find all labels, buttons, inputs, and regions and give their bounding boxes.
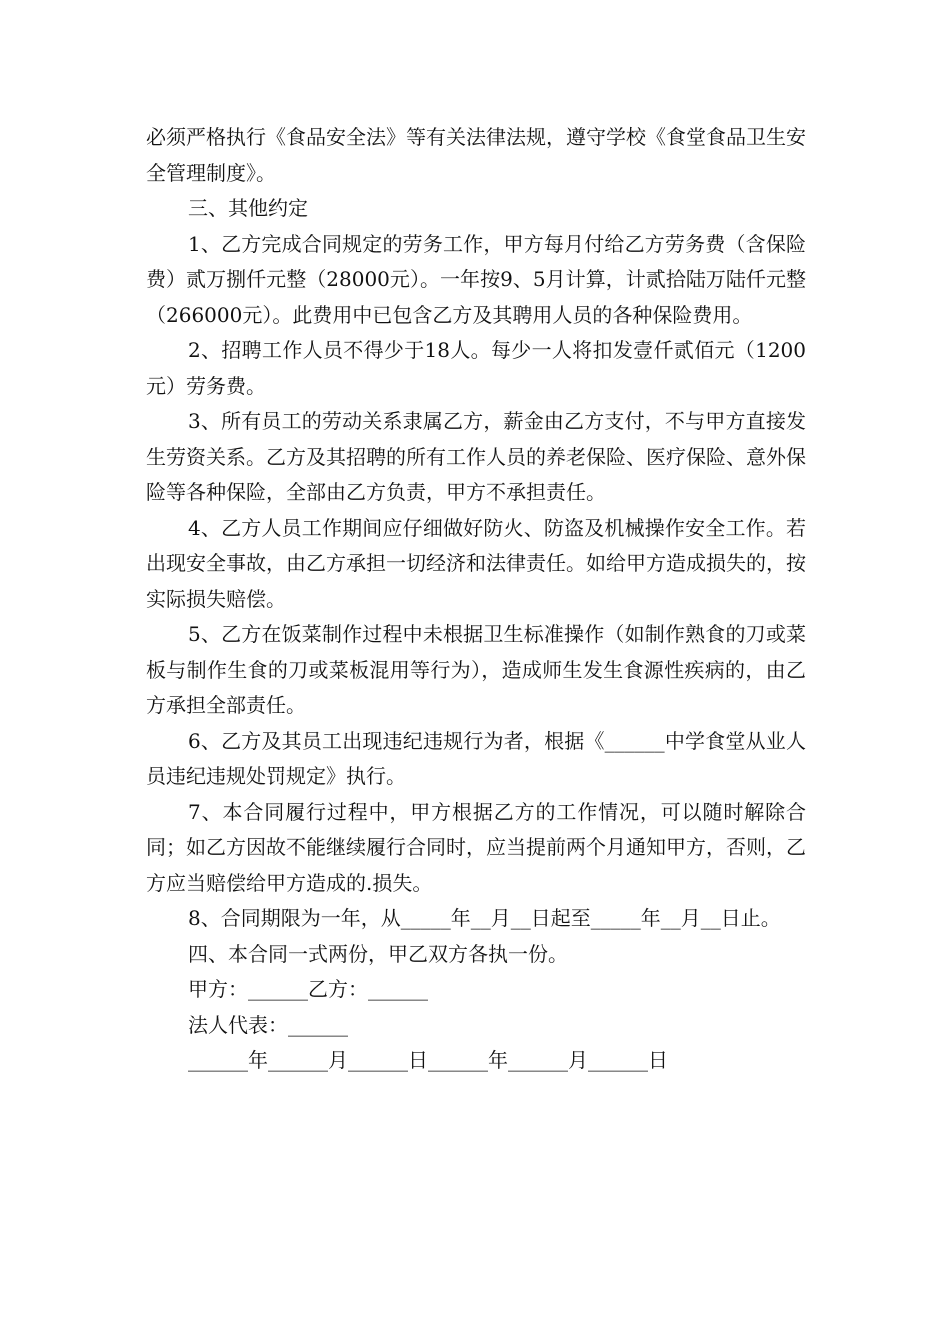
document-page (146, 120, 806, 1079)
clause-1: 1、乙方完成合同规定的劳务工作，甲方每月付给乙方劳务费（含保险费）贰万捌仟元整（28000元）。一年按9、5月计算，计贰拾陆万陆仟元整（266000元）。此费用中已包含乙方及其聘用人员的各种保险费用。 (146, 231, 806, 327)
section-three-heading: 三、其他约定 (188, 196, 308, 220)
clause-6: 6、乙方及其员工出现违纪违规行为者，根据《______中学食堂从业人员违纪违规处罚规定》执行。 (146, 728, 806, 788)
intro-continuation: 必须严格执行《食品安全法》等有关法律法规，遵守学校《食堂食品卫生安全管理制度》。 (146, 125, 806, 185)
clause-7: 7、本合同履行过程中，甲方根据乙方的工作情况，可以随时解除合同；如乙方因故不能继续履行合同时，应当提前两个月通知甲方，否则，乙方应当赔偿给甲方造成的.损失。 (146, 799, 806, 895)
clause-2: 2、招聘工作人员不得少于18人。每少一人将扣发壹仟贰佰元（1200元）劳务费。 (146, 338, 806, 398)
clause-3: 3、所有员工的劳动关系隶属乙方，薪金由乙方支付，不与甲方直接发生劳资关系。乙方及其招聘的所有工作人员的养老保险、医疗保险、意外保险等各种保险，全部由乙方负责，甲方不承担责任。 (146, 409, 806, 504)
parties-line: 甲方：______乙方：______ (188, 977, 428, 1001)
section-four: 四、本合同一式两份，甲乙双方各执一份。 (188, 941, 568, 966)
clause-4: 4、乙方人员工作期间应仔细做好防火、防盗及机械操作安全工作。若出现安全事故，由乙方承担一切经济和法律责任。如给甲方造成损失的，按实际损失赔偿。 (146, 515, 806, 611)
date-line: ______年______月______日______年______月______日 (188, 1048, 668, 1072)
clause-8: 8、合同期限为一年，从_____年__月__日起至_____年__月__日止。 (188, 906, 781, 930)
clause-5: 5、乙方在饭菜制作过程中未根据卫生标准操作（如制作熟食的刀或菜板与制作生食的刀或菜板混用等行为），造成师生发生食源性疾病的，由乙方承担全部责任。 (146, 622, 806, 717)
legal-rep-line: 法人代表：______ (188, 1012, 348, 1037)
